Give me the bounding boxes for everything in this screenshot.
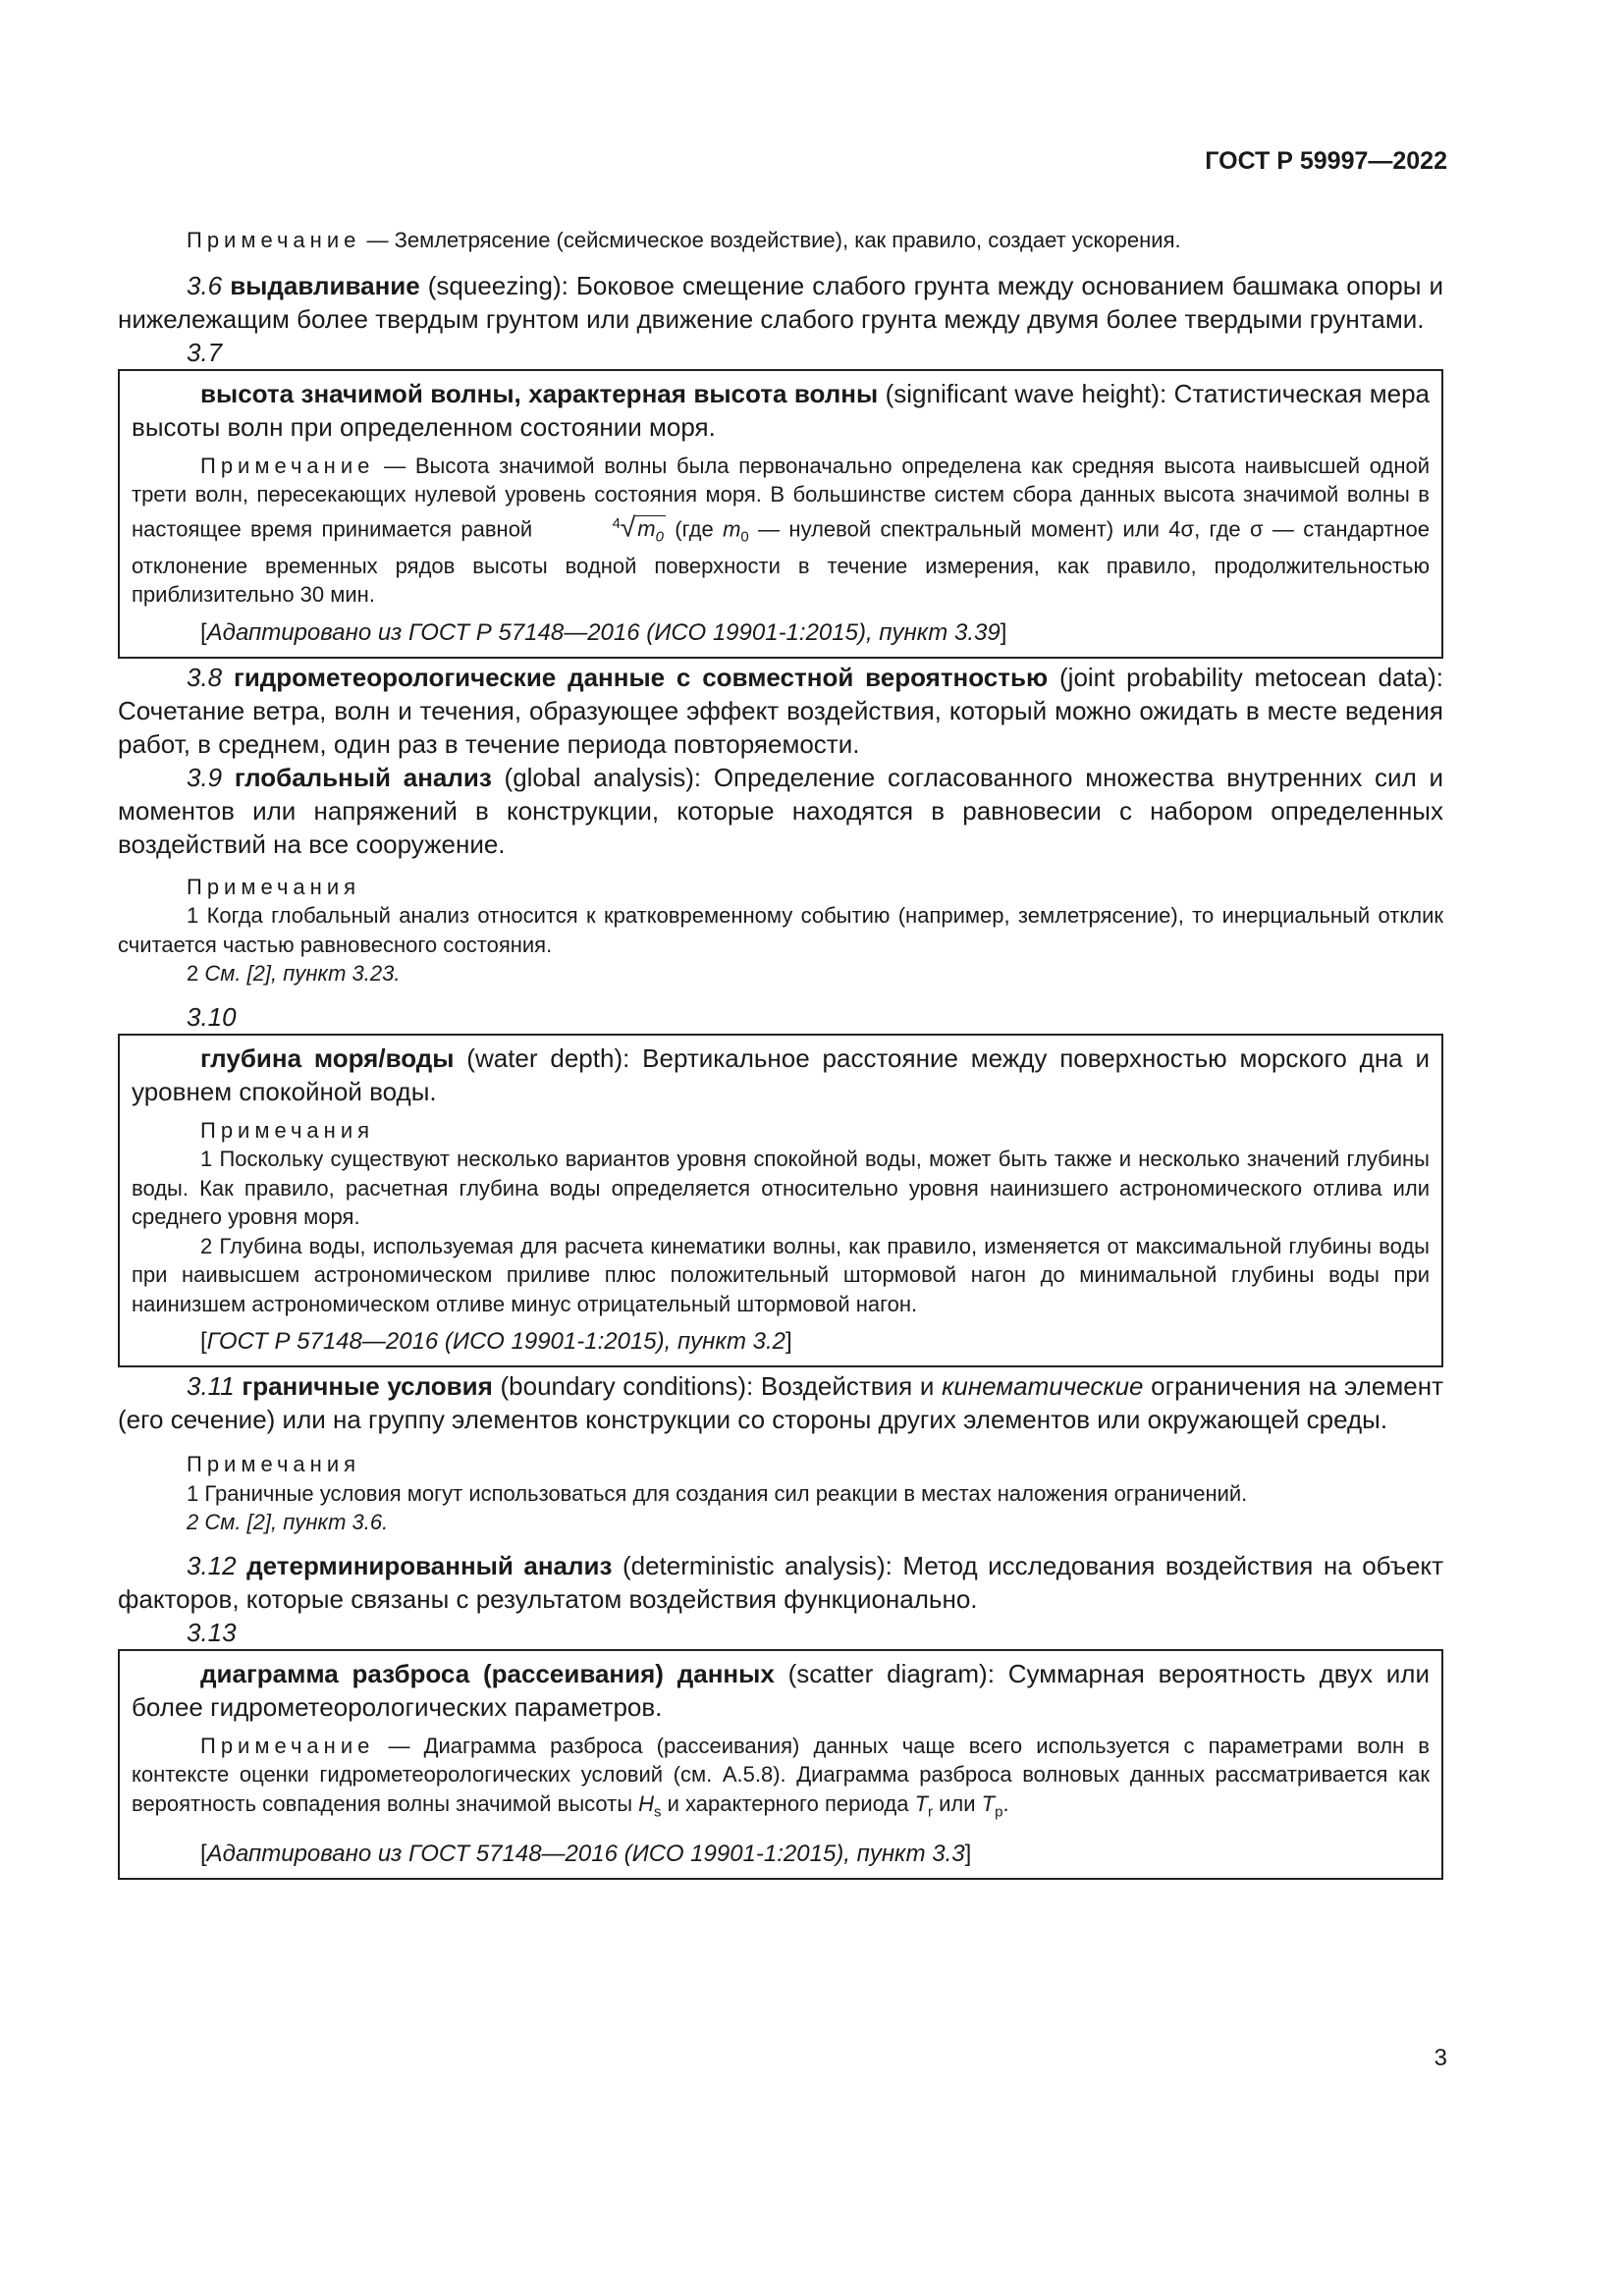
notes-label-3-11	[118, 1450, 1443, 1479]
term-box-3-7	[118, 369, 1443, 659]
var-t: T	[981, 1790, 996, 1816]
term-definition: (global analysis): Определение согласованного множества внутренних сил и моментов или напряжений в конструкции, которые находятся в равновесии с набором определенных воздействий на все сооружение.	[118, 762, 1443, 859]
bracket: ]	[785, 1328, 792, 1356]
note-text: ], пункт 3.6.	[264, 1510, 389, 1535]
note-1-3-9: 1 Когда глобальный анализ относится к кратковременному событию (например, землетрясение), то инерциальный отклик считается частью равновесного состояния.	[118, 903, 1443, 957]
term-number: 3.6	[187, 270, 223, 300]
term-definition: (deterministic analysis): Метод исследования воздействия на объект факторов, которые связаны с результатом воздействия функционально.	[118, 1550, 1443, 1614]
note-3-7	[132, 452, 1430, 610]
source-3-13	[132, 1839, 1430, 1870]
note-text: 2	[187, 961, 205, 987]
note-text: — Диаграмма разброса (рассеивания) данных чаще всего используется с параметрами волн в контексте оценки гидрометеорологических условий (см. А.5.8). Диаграмма разброса волновых данных рассматривается как вероятность совпадения волны значимой высоты	[132, 1733, 1430, 1816]
sub-s: s	[654, 1803, 662, 1821]
bracket: ]	[964, 1840, 972, 1867]
ref-link: 2	[252, 961, 265, 987]
term-number: 3.8	[187, 662, 223, 692]
term-definition: (water depth): Вертикальное расстояние между поверхностью морского дна и уровнем спокойной воды.	[132, 1042, 1431, 1106]
note-1-3-11: 1 Граничные условия могут использоваться для создания сил реакции в местах наложения ограничений.	[187, 1480, 1248, 1506]
notes-label-3-10	[132, 1116, 1430, 1146]
term-number: 3.9	[187, 762, 223, 792]
bracket: [	[200, 618, 207, 646]
note-3-13	[132, 1732, 1430, 1827]
sub-0: 0	[740, 528, 749, 546]
note-label: Примечание	[187, 228, 361, 252]
note-text: — Высота значимой волны была первоначально определена как средняя высота наивысшей одной трети волн, пересекающих нулевой уровень состояния моря. В большинстве систем сбора данных высота значимой волны в настоящее время принимается равной	[132, 453, 1430, 541]
term-box-3-10	[118, 1034, 1443, 1368]
note-label: Примечание	[200, 453, 375, 478]
note-text: (где	[665, 515, 724, 541]
note-label: Примечание	[200, 1733, 375, 1758]
term-definition: (significant wave height): Статистическая мера высоты волн при определенном состоянии моря.	[132, 378, 1430, 442]
note-text: ], пункт 3.23.	[264, 961, 401, 987]
page-number: 3	[1434, 2045, 1447, 2071]
bracket: ]	[1000, 618, 1007, 646]
term-emphasis: кинематические	[942, 1371, 1144, 1402]
var-t: T	[914, 1790, 929, 1816]
term-box-3-13	[118, 1649, 1443, 1880]
note-2-3-11	[118, 1508, 1443, 1537]
term-name: диаграмма разброса (рассеивания) данных	[200, 1658, 775, 1688]
sub-r: r	[928, 1803, 934, 1821]
sqrt-body	[635, 515, 666, 546]
var-m: m	[723, 515, 741, 541]
term-number: 3.12	[187, 1550, 237, 1580]
term-name: глобальный анализ	[234, 762, 492, 792]
term-definition: (joint probability metocean data): Сочетание ветра, волн и течения, образующее эффект воздействия, который можно ожидать в месте ведения работ, в среднем, один раз в течение периода повторяемости.	[118, 662, 1443, 759]
notes-label: Примечания	[187, 874, 361, 899]
source-text: Адаптировано из ГОСТ 57148—2016 (ИСО 19901-1:2015), пункт 3.3	[206, 1840, 965, 1867]
ref-link: 2	[252, 1510, 265, 1535]
term-name: детерминированный анализ	[246, 1550, 613, 1580]
formula-sqrt-m0	[542, 509, 666, 552]
note-text: или	[933, 1790, 982, 1816]
term-definition: (squeezing): Боковое смещение слабого грунта между основанием башмака опоры и нижележащим более твердым грунтом или движение слабого грунта между двумя более твердыми грунтами.	[118, 270, 1443, 334]
term-3-6	[118, 269, 1443, 336]
term-name: глубина моря/воды	[200, 1042, 455, 1073]
term-number-3-13: 3.13	[187, 1617, 237, 1647]
term-3-8	[118, 661, 1443, 761]
note-1-3-10: 1 Поскольку существуют несколько вариантов уровня спокойной воды, может быть также и несколько значений глубины воды. Как правило, расчетная глубина воды определяется относительно уровня наинизшего астрономического отлива или среднего уровня моря.	[132, 1147, 1430, 1230]
term-number-3-10: 3.10	[187, 1001, 237, 1032]
term-definition: (boundary conditions): Воздействия и	[492, 1371, 943, 1402]
sqrt-symbol: √	[620, 510, 636, 542]
term-name: гидрометеорологические данные с совместной вероятностью	[233, 662, 1049, 692]
root-index: 4	[612, 514, 621, 532]
note-earthquake	[118, 226, 1443, 255]
page-content	[118, 224, 1443, 1880]
note-text: — Землетрясение (сейсмическое воздействие), как правило, создает ускорения.	[360, 228, 1181, 252]
note-2-3-10: 2 Глубина воды, используемая для расчета кинематики волны, как правило, изменяется от максимальной глубины воды при наивысшем астрономическом приливе плюс положительный штормовой нагон до минимальной глубины воды при наинизшем астрономическом отливе минус отрицательный штормовой нагон.	[132, 1233, 1430, 1316]
term-3-9	[118, 761, 1443, 861]
bracket: [	[200, 1840, 207, 1867]
note-text: и характерного периода	[661, 1790, 915, 1816]
term-name: граничные условия	[242, 1371, 493, 1402]
term-definition: ограничения на элемент (его сечение) или на группу элементов конструкции со стороны других элементов или окружающей среды.	[118, 1371, 1443, 1435]
term-3-7	[132, 377, 1430, 444]
sub-0: 0	[655, 528, 664, 546]
source-text: Адаптировано из ГОСТ Р 57148—2016 (ИСО 19901-1:2015), пункт 3.39	[206, 618, 1001, 646]
note-text: См. [	[204, 961, 253, 987]
term-3-12	[118, 1549, 1443, 1616]
document-code: ГОСТ Р 59997—2022	[1205, 147, 1447, 175]
term-number: 3.11	[187, 1371, 235, 1402]
source-3-7	[132, 617, 1430, 649]
note-text: 2 См. [	[187, 1510, 253, 1535]
term-name: высота значимой волны, характерная высота волны	[200, 378, 879, 408]
note-text: .	[1002, 1790, 1009, 1816]
source-text: ГОСТ Р 57148—2016 (ИСО 19901-1:2015), пункт 3.2	[206, 1328, 785, 1356]
notes-label: Примечания	[200, 1117, 375, 1143]
sub-p: p	[995, 1803, 1003, 1821]
term-3-13	[132, 1657, 1430, 1724]
term-number-3-7: 3.7	[187, 337, 223, 367]
var-h: H	[638, 1790, 655, 1816]
var-m: m	[637, 515, 656, 541]
term-name: выдавливание	[230, 270, 420, 300]
term-3-11	[118, 1369, 1443, 1436]
source-3-10	[132, 1326, 1430, 1358]
notes-label: Примечания	[187, 1452, 361, 1477]
bracket: [	[200, 1328, 207, 1356]
notes-label-3-9	[118, 873, 1443, 902]
note-text: — нулевой спектральный момент) или 4σ, где σ — стандартное отклонение временных рядов высоты водной поверхности в течение измерения, как правило, продолжительностью приблизительно 30 мин.	[132, 515, 1430, 608]
note-2-3-9	[118, 959, 1443, 988]
term-definition: (scatter diagram): Суммарная вероятность двух или более гидрометеорологических параметров.	[132, 1658, 1431, 1722]
term-3-10	[132, 1041, 1430, 1108]
